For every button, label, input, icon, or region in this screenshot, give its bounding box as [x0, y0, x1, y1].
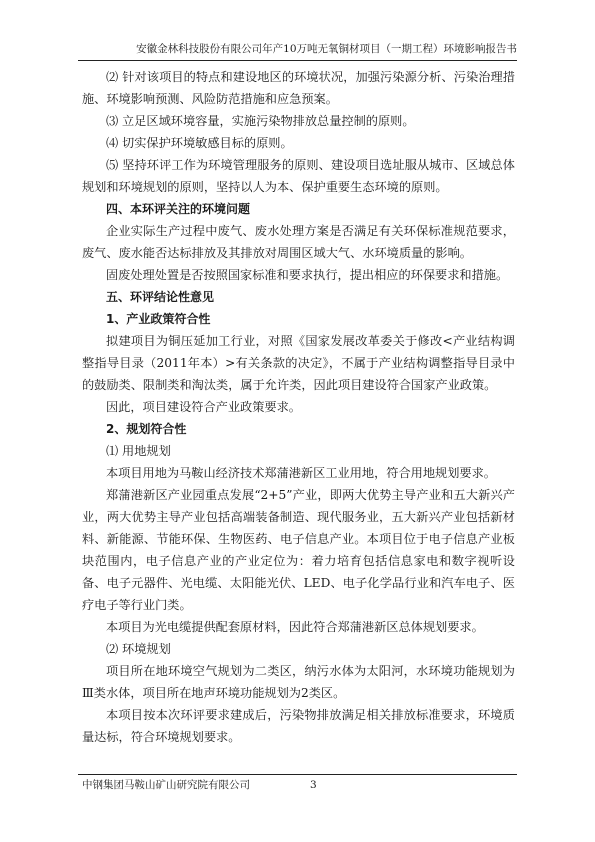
paragraph: ⑵ 针对该项目的特点和建设地区的环境状况，加强污染源分析、污染治理措施、环境影响预测、风险防范措施和应急预案。 — [82, 70, 515, 106]
paragraph: 本项目用地为马鞍山经济技术郑蒲港新区工业用地，符合用地规划要求。 — [106, 466, 496, 480]
document-body — [82, 66, 515, 748]
section-heading: 四、本环评关注的环境问题 — [106, 202, 251, 216]
paragraph: 项目所在地环境空气规划为二类区，纳污水体为太阳河，水环境功能规划为Ⅲ类水体，项目所在地声环境功能规划为2类区。 — [82, 664, 515, 700]
paragraph: 拟建项目为铜压延加工行业，对照《国家发展改革委关于修改<产业结构调整指导目录（2011年本）>有关条款的决定》，不属于产业结构调整指导目录中的鼓励类、限制类和淘汰类，属于允许类，因此项目建设符合国家产业政策。 — [82, 334, 515, 392]
paragraph: 企业实际生产过程中废气、废水处理方案是否满足有关环保标准规范要求，废气、废水能否达标排放及其排放对周围区域大气、水环境质量的影响。 — [82, 224, 515, 260]
paragraph: ⑵ 环境规划 — [106, 642, 171, 656]
paragraph: 本项目按本次环评要求建成后，污染物排放满足相关排放标准要求，环境质量达标，符合环境规划要求。 — [82, 708, 515, 744]
paragraph: ⑷ 切实保护环境敏感目标的原则。 — [106, 136, 293, 150]
header-title: 安徽金林科技股份有限公司年产10万吨无氧铜材项目（一期工程）环境影响报告书 — [136, 43, 517, 55]
paragraph: 因此，项目建设符合产业政策要求。 — [106, 400, 301, 414]
paragraph: 郑蒲港新区产业园重点发展“2+5”产业，即两大优势主导产业和五大新兴产业，两大优势主导产业包括高端装备制造、现代服务业，五大新兴产业包括新材料、新能源、节能环保、生物医药、电子信息产业。本项目位于电子信息产业板块范围内，电子信息产业的产业定位为：着力培育包括信息家电和数字视听设备、电子元器件、光电缆、太阳能光伏、LED、电子化学品行业和汽车电子、医疗电子等行业门类。 — [82, 488, 515, 612]
paragraph: ⑴ 用地规划 — [106, 444, 171, 458]
page-footer — [78, 774, 517, 791]
subsection-heading: 2、规划符合性 — [106, 422, 187, 436]
footer-organization: 中钢集团马鞍山矿山研究院有限公司 — [82, 779, 250, 791]
paragraph: ⑶ 立足区域环境容量，实施污染物排放总量控制的原则。 — [106, 114, 415, 128]
page-number: 3 — [310, 779, 317, 791]
subsection-heading: 1、产业政策符合性 — [106, 312, 211, 326]
paragraph: 本项目为光电缆提供配套原材料，因此符合郑蒲港新区总体规划要求。 — [106, 620, 484, 634]
paragraph: ⑸ 坚持环评工作为环境管理服务的原则、建设项目选址服从城市、区域总体规划和环境规划的原则，坚持以人为本、保护重要生态环境的原则。 — [82, 158, 515, 194]
section-heading: 五、环评结论性意见 — [106, 290, 215, 304]
paragraph: 固废处理处置是否按照国家标准和要求执行，提出相应的环保要求和措施。 — [106, 268, 509, 282]
page-header — [78, 40, 517, 61]
